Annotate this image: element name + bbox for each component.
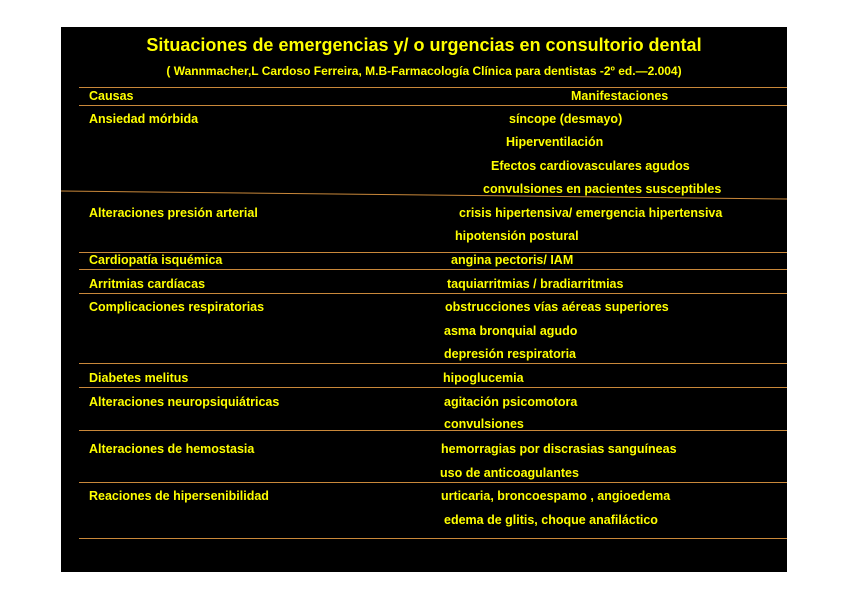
manifestation-item: uso de anticoagulantes bbox=[440, 466, 579, 480]
table-rule bbox=[79, 482, 787, 483]
manifestation-item: edema de glitis, choque anafiláctico bbox=[444, 513, 658, 527]
cause-label: Alteraciones presión arterial bbox=[89, 206, 258, 220]
cause-label: Reaciones de hipersenibilidad bbox=[89, 489, 269, 503]
cause-label: Ansiedad mórbida bbox=[89, 112, 199, 126]
manifestation-item: angina pectoris/ IAM bbox=[451, 253, 574, 267]
manifestation-item: obstrucciones vías aéreas superiores bbox=[445, 300, 669, 314]
table-rule bbox=[79, 430, 787, 431]
cause-label: Alteraciones de hemostasia bbox=[89, 442, 255, 456]
cause-label: Arritmias cardíacas bbox=[89, 277, 206, 291]
manifestation-item: síncope (desmayo) bbox=[509, 112, 623, 126]
manifestation-item: hipoglucemia bbox=[443, 371, 524, 385]
manifestation-item: convulsiones bbox=[444, 417, 524, 428]
table-rule bbox=[79, 387, 787, 388]
slide-title: Situaciones de emergencias y/ o urgencias en consultorio dental bbox=[146, 35, 702, 55]
manifestation-item: taquiarritmias / bradiarritmias bbox=[447, 277, 624, 291]
table-rule bbox=[79, 363, 787, 364]
slide bbox=[61, 27, 787, 572]
manifestation-item: crisis hipertensiva/ emergencia hipertensiva bbox=[459, 206, 723, 220]
cause-label: Cardiopatía isquémica bbox=[89, 253, 223, 267]
manifestation-item: asma bronquial agudo bbox=[444, 324, 578, 338]
manifestation-item: Hiperventilación bbox=[506, 135, 604, 149]
manifestation-item: urticaria, broncoespamo , angioedema bbox=[441, 489, 671, 503]
manifestation-item: hemorragias por discrasias sanguíneas bbox=[441, 442, 677, 456]
manifestation-item: convulsiones en pacientes susceptibles bbox=[483, 182, 722, 196]
cause-label: Diabetes melitus bbox=[89, 371, 189, 385]
table-rule bbox=[79, 538, 787, 539]
table-rule bbox=[79, 269, 787, 270]
manifestation-item: Efectos cardiovasculares agudos bbox=[491, 159, 690, 173]
header-manifestaciones: Manifestaciones bbox=[571, 89, 669, 103]
slide-subtitle: ( Wannmacher,L Cardoso Ferreira, M.B-Farmacología Clínica para dentistas -2º ed.—2.004) bbox=[166, 64, 682, 78]
manifestation-item: agitación psicomotora bbox=[444, 395, 578, 409]
table-rule bbox=[79, 293, 787, 294]
cause-label: Alteraciones neuropsiquiátricas bbox=[89, 395, 280, 409]
manifestation-item: depresión respiratoria bbox=[444, 347, 576, 361]
cause-label: Complicaciones respiratorias bbox=[89, 300, 265, 314]
manifestation-item: hipotensión postural bbox=[455, 229, 579, 243]
header-causas: Causas bbox=[89, 89, 134, 103]
